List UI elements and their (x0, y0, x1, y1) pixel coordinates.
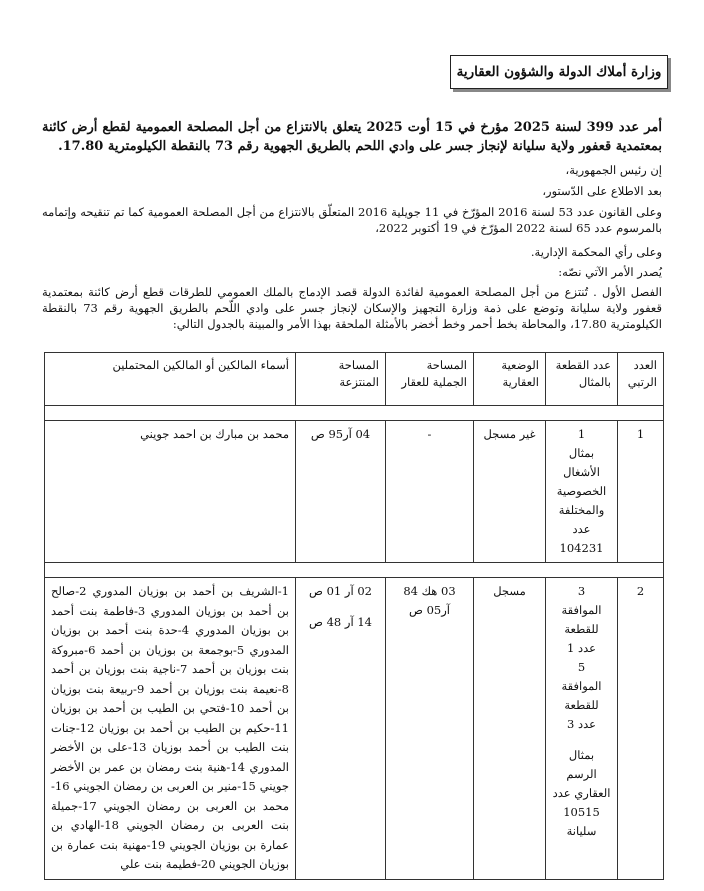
header-total-area: المساحة الجملية للعقار (386, 353, 474, 406)
row-owners: 1-الشريف بن أحمد بن بوزيان المدوري 2-صالح بن أحمد بن بوزيان المدوري 3-فاطمة بنت أحمد بن بوزيان المدوري 4-حدة بنت أحمد بن بوزيان المدوري 5-بوجمعة بن بوزيان بن أحمد 6-مبروكة بنت بوزيان بن أحمد 7-ناجية بنت بوزيان بن أحمد 8-نعيمة بنت بوزيان بن أحمد 9-ربيعة بنت بوزيان بن أحمد 10-فتحي بن الطيب بن أحمد بن بوزيان 11-حكيم بن الطيب بن أحمد بن بوزيان 12-جنات بنت الطيب بن أحمد بوزيان 13-على بن الأخضر المدوري 14-هنية بنت رمضان بن عمر بن الأخضر جويني 15-منير بن العربى بن رمضان الجويني 16-محمد بن العربى بن رمضان الجويني 17-جميلة بنت العربى بن رمضان الجويني 18-الهادي بن عمارة بن بوزيان الجويني 19-مهنية بنت عمارة بن بوزيان الجويني 20-فطيمة بنت علي (45, 578, 296, 880)
plot-line: الموافقة للقطعة (561, 679, 602, 712)
header-num: العدد الرتبي (618, 353, 664, 406)
plot-line: والمختلفة عدد (558, 503, 605, 536)
area-value: 14 آر 48 ص (309, 615, 372, 629)
plot-line: بمثال الأشغال الخصوصية (556, 446, 607, 498)
area-value: 04 آر95 ص (310, 427, 371, 441)
table-spacer (45, 406, 664, 421)
plot-line: 5 (577, 660, 586, 674)
area-value: 02 آر 01 ص (309, 584, 372, 598)
header-status: الوضعية العقارية (474, 353, 546, 406)
header-expropriated-area: المساحة المنتزعة (296, 353, 386, 406)
ministry-name: وزارة أملاك الدولة والشؤون العقارية (456, 64, 662, 80)
plot-line: 104231 (559, 541, 604, 555)
plot-line: العقاري عدد (552, 786, 611, 800)
plot-line: 1 (577, 427, 586, 441)
row-area (296, 578, 386, 880)
row-plot (546, 578, 618, 880)
decree-issue: يُصدر الأمر الآتي نصّه: (558, 265, 662, 279)
row-owners: محمد بن مبارك بن احمد جويني (45, 421, 296, 563)
plot-line: عدد 3 (566, 717, 596, 731)
row-num: 1 (618, 421, 664, 563)
article-one: الفصل الأول . تُنتزع من أجل المصلحة العمومية لفائدة الدولة قصد الإدماج بالملك العمومي للطرقات قطع أرض كائنة بمعتمدية قعفور ولاية سليانة وتوضع على ذمة وزارة التجهيز والإسكان لإنجاز جسر على وادي اللّحم بالطريق الجهوية رقم 73 بالنقطة الكيلومترية 17.80، والمحاطة بخط أحمر وخط أخضر بالأمثلة الملحقة بهذا الأمر والمبينة بالجدول التالي: (42, 285, 662, 331)
table-row (45, 421, 664, 563)
header-owners: أسماء المالكين أو المالكين المحتملين (45, 353, 296, 406)
plot-line: 3 (577, 584, 586, 598)
preamble-court: وعلى رأي المحكمة الإدارية. (530, 245, 662, 259)
plot-line: عدد 1 (566, 641, 596, 655)
plot-line: 10515 سليانة (563, 805, 600, 838)
row-status: مسجل (474, 578, 546, 880)
plot-spacer (552, 734, 611, 746)
preamble-constitution: بعد الاطلاع على الدّستور، (542, 184, 662, 198)
plot-line: الموافقة للقطعة (561, 603, 602, 636)
area-spacer (302, 601, 379, 613)
row-status: غير مسجل (474, 421, 546, 563)
plot-line: بمثال الرسم (566, 748, 597, 781)
preamble-law: وعلى القانون عدد 53 لسنة 2016 المؤرّخ في 11 جويلية 2016 المتعلّق بالانتزاع من أجل المصلحة العمومية كما تم تنقيحه وإتمامه بالمرسوم عدد 65 لسنة 2022 المؤرّخ في 19 أكتوبر 2022، (42, 205, 662, 235)
decree-title: أمر عدد 399 لسنة 2025 مؤرخ في 15 أوت 2025 يتعلق بالانتزاع من أجل المصلحة العمومية لقطع أرض كائنة بمعتمدية قعفور ولاية سليانة لإنجاز جسر على وادي اللحم بالطريق الجهوية رقم 73 بالنقطة الكيلومترية 17.80. (42, 120, 662, 154)
row-plot (546, 421, 618, 563)
table-spacer (45, 563, 664, 578)
row-num: 2 (618, 578, 664, 880)
row-total-area: 03 هك 84 آر05 ص (386, 578, 474, 880)
table-header-row (45, 353, 664, 406)
row-area (296, 421, 386, 563)
header-plot: عدد القطعة بالمثال (546, 353, 618, 406)
ministry-header-box (450, 55, 668, 89)
row-total-area: - (386, 421, 474, 563)
preamble-president: إن رئيس الجمهورية، (565, 163, 662, 177)
table-row (45, 578, 664, 880)
expropriation-table (44, 352, 664, 880)
